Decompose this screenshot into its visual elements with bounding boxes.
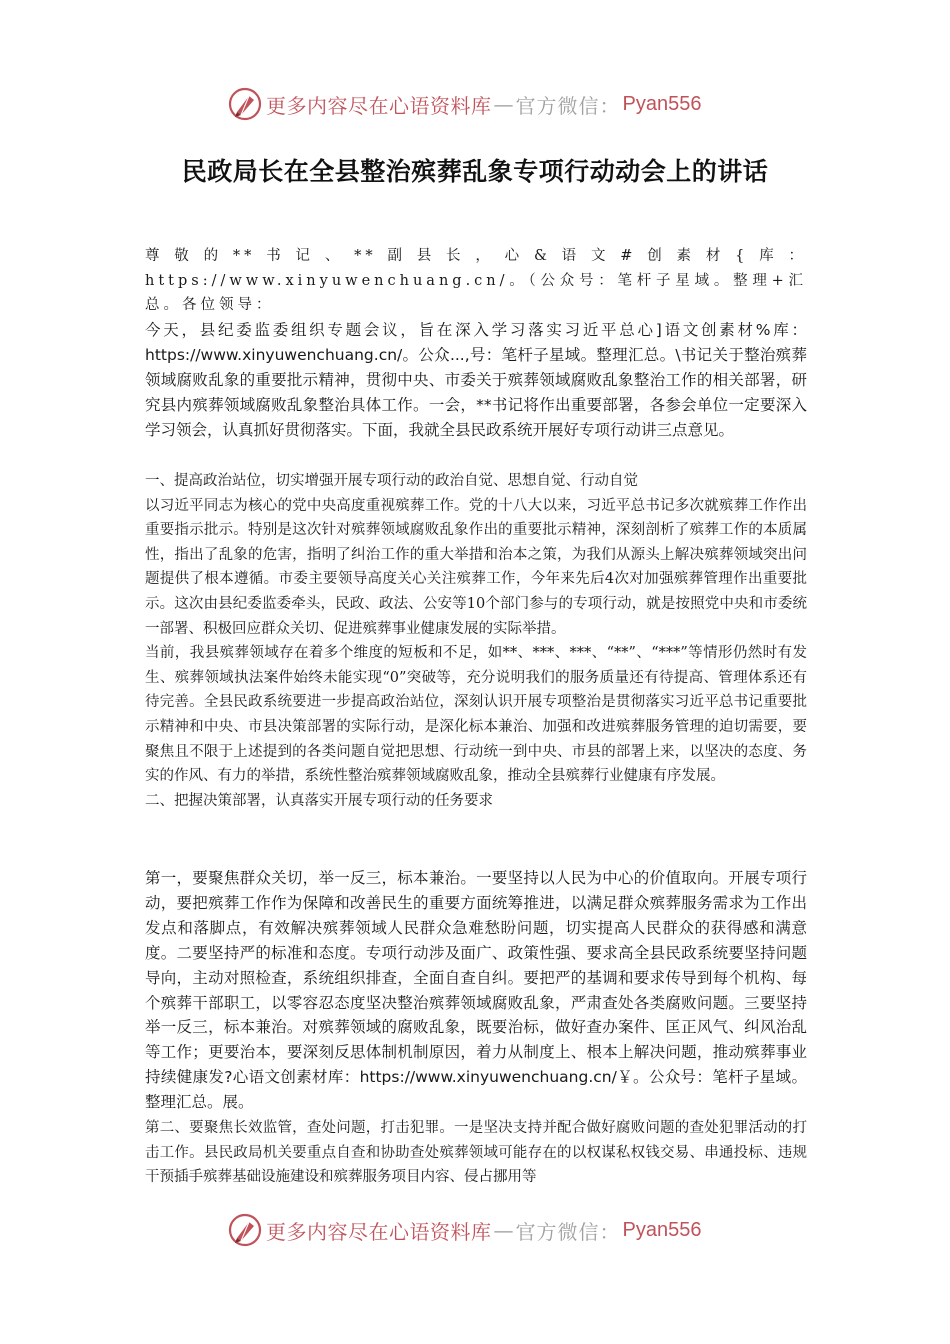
- salutation: 尊敬的**书记、**副县长，心&语文#创素材{库：https://www.xinyuwenchuang.cn/。（公众号：笔杆子星域。整理+汇总。各位领导：: [145, 248, 807, 314]
- section-2-paragraph-1: 第一，要聚焦群众关切，举一反三，标本兼治。一要坚持以人民为中心的价值取向。开展专项行动，要把殡葬工作作为保障和改善民生的重要方面统筹推进，以满足群众殡葬服务需求为工作出发点和落脚点，有效解决殡葬领域人民群众急难愁盼问题，切实提高人民群众的获得感和满意度。二要坚持严的标准和态度。专项行动涉及面广、政策性强、要求高全县民政系统要坚持问题导向，主动对照检查，系统组织排查，全面自查自纠。要把严的基调和要求传导到每个机构、每个殡葬干部职工，以零容忍态度坚决整治殡葬领域腐败乱象，严肃查处各类腐败问题。三要坚持举一反三，标本兼治。对殡葬领域的腐败乱象，既要治标，做好查办案件、匡正风气、纠风治乱等工作；更要治本，要深刻反思体制机制原因，着力从制度上、根本上解决问题，推动殡葬事业持续健康发?心语文创素材库：https://www.xinyuwenchuang.cn/￥。公众号：笔杆子星域。整理汇总。展。: [145, 869, 807, 1112]
- banner-wechat-label: 官方微信：: [515, 93, 621, 118]
- banner-wechat-id: Pyan556: [622, 1218, 702, 1241]
- banner-brand-text: 更多内容尽在心语资料库: [266, 93, 492, 118]
- section-heading-2: 二、把握决策部署，认真落实开展专项行动的任务要求: [145, 792, 493, 809]
- section-2-paragraph-2: 第二、要聚焦长效监管，查处问题，打击犯罪。一是坚决支持并配合做好腐败问题的查处犯罪活动的打击工作。县民政局机关要重点自查和协助查处殡葬领域可能存在的以权谋私权钱交易、串通投标、违规干预插手殡葬基础设施建设和殡葬服务项目内容、侵占挪用等: [145, 1120, 807, 1186]
- section-2-block-continued: [145, 1116, 807, 1190]
- document-title: 民政局长在全县整治殡葬乱象专项行动动会上的讲话: [181, 157, 769, 186]
- banner-separator: —: [493, 1218, 514, 1242]
- banner-wechat-id: Pyan556: [622, 92, 702, 115]
- intro-block: [145, 318, 807, 443]
- section-1-paragraph-2: 当前，我县殡葬领域存在着多个维度的短板和不足，如**、***、***、“**”、“***”等情形仍然时有发生、殡葬领域执法案件始终未能实现“0”突破等，充分说明我们的服务质量还有待提高、管理体系还有待完善。全县民政系统要进一步提高政治站位，深刻认识开展专项整治是贯彻落实习近平总书记重要批示精神和中央、市县决策部署的实际行动，是深化标本兼治、加强和改进殡葬服务管理的迫切需要，要聚焦且不限于上述提到的各类问题自觉把思想、行动统一到中央、市县的部署上来，以坚决的态度、务实的作风、有力的举措，系统性整治殡葬领域腐败乱象，推动全县殡葬行业健康有序发展。: [145, 645, 807, 785]
- header-banner: [228, 86, 701, 122]
- intro-paragraph: 今天，县纪委监委组织专题会议，旨在深入学习落实习近平总心]语文创素材%库：https://www.xinyuwenchuang.cn/。公众...,号：笔杆子星域。整理汇总。\书记关于整治殡葬领域腐败乱象的重要批示精神，贯彻中央、市委关于殡葬领域腐败乱象整治工作的相关部署，研究县内殡葬领域腐败乱象整治具体工作。一会，**书记将作出重要部署，各参会单位一定要深入学习领会，认真抓好贯彻落实。下面，我就全县民政系统开展好专项行动讲三点意见。: [145, 321, 807, 439]
- banner-wechat-label: 官方微信：: [515, 1219, 621, 1244]
- salutation-block: [145, 244, 807, 318]
- section-2-block: [145, 866, 807, 1115]
- section-1: [145, 469, 807, 813]
- banner-brand-text: 更多内容尽在心语资料库: [266, 1219, 492, 1244]
- footer-banner: [228, 1212, 701, 1248]
- section-heading-1: 一、提高政治站位，切实增强开展专项行动的政治自觉、思想自觉、行动自觉: [145, 473, 638, 489]
- pen-nib-logo-icon: [228, 1213, 262, 1247]
- pen-nib-logo-icon: [228, 87, 262, 121]
- banner-separator: —: [493, 92, 514, 116]
- section-1-paragraph-1: 以习近平同志为核心的党中央高度重视殡葬工作。党的十八大以来，习近平总书记多次就殡葬工作作出重要指示批示。特别是这次针对殡葬领域腐败乱象作出的重要批示精神，深刻剖析了殡葬工作的本质属性，指出了乱象的危害，指明了纠治工作的重大举措和治本之策，为我们从源头上解决殡葬领域突出问题提供了根本遵循。市委主要领导高度关心关注殡葬工作，今年来先后4次对加强殡葬管理作出重要批示。这次由县纪委监委牵头，民政、政法、公安等10个部门参与的专项行动，就是按照党中央和市委统一部署、积极回应群众关切、促进殡葬事业健康发展的实际举措。: [145, 497, 807, 637]
